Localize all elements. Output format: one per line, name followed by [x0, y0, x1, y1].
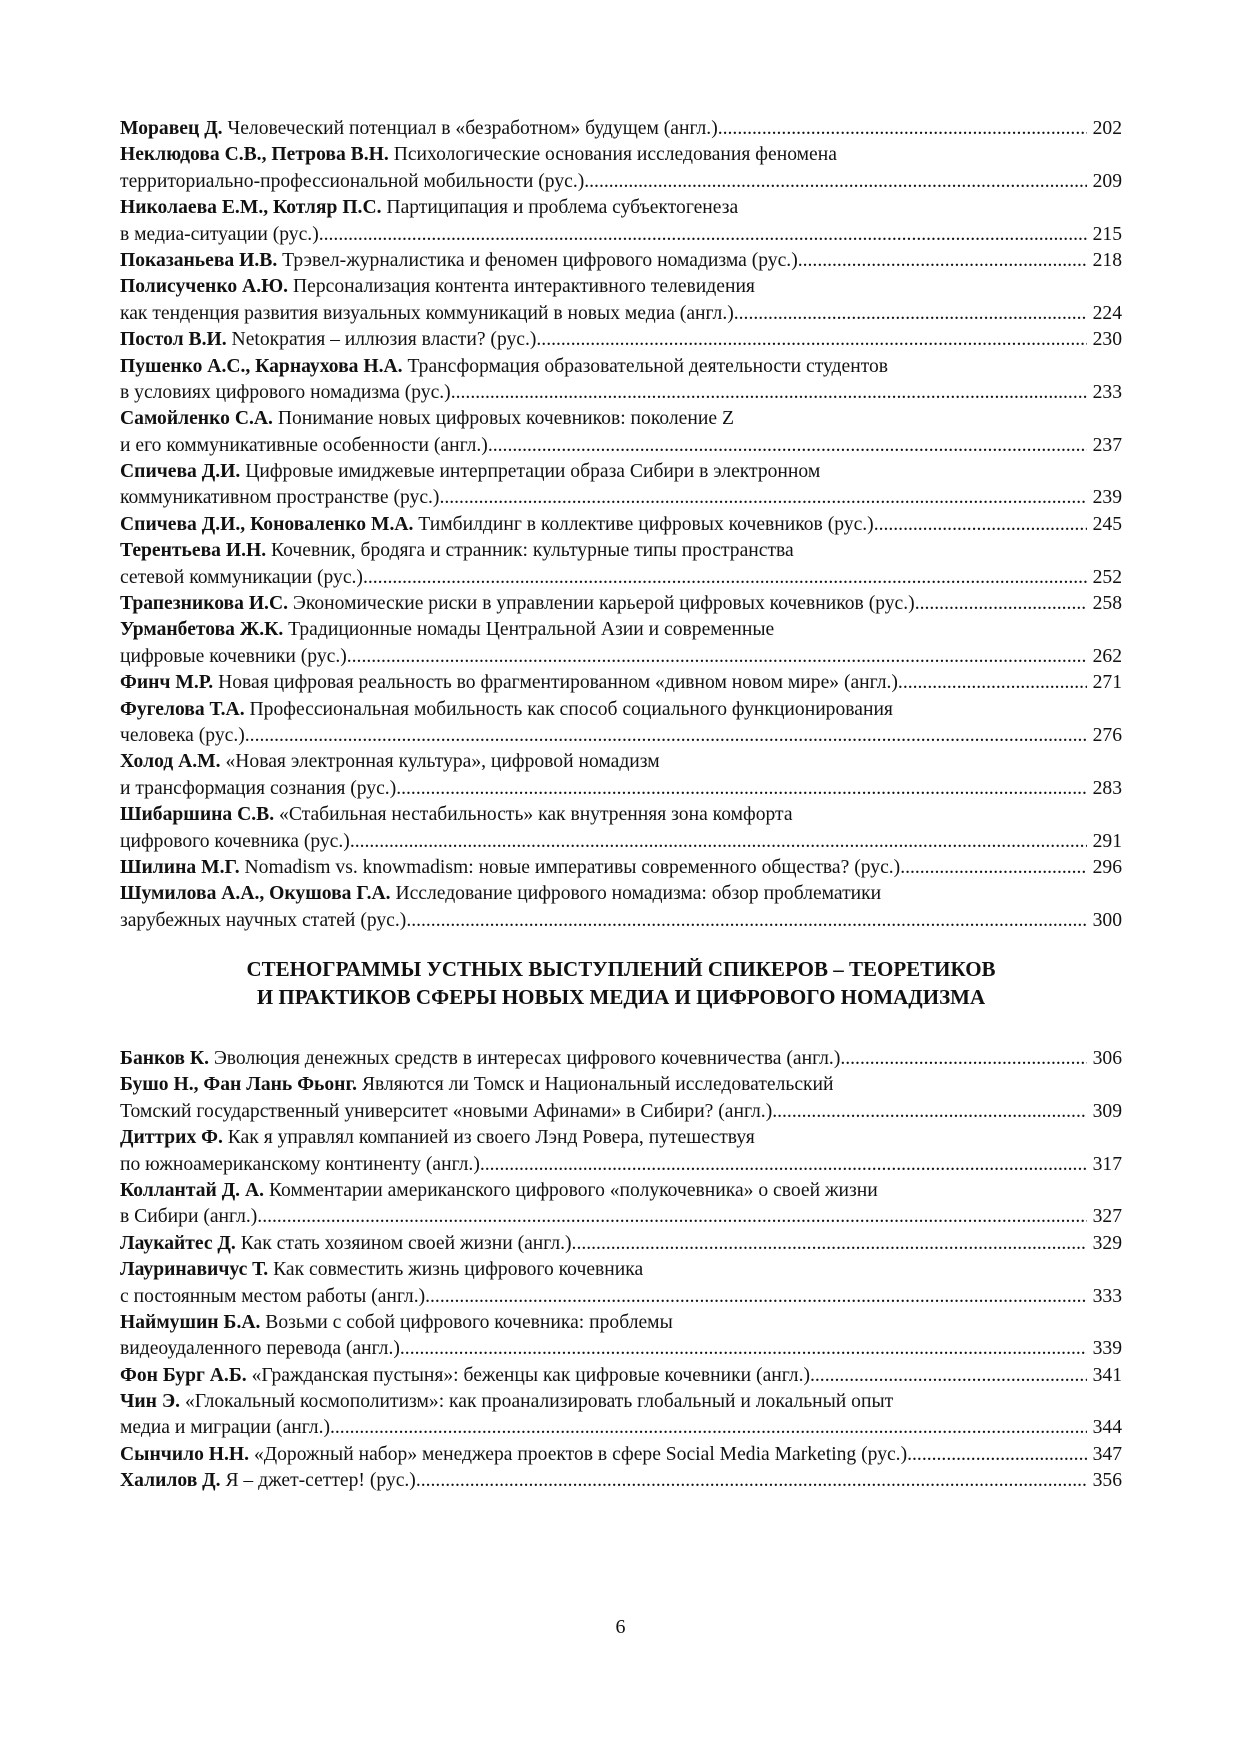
toc-dot-leader: [734, 301, 1087, 327]
toc-entry: [120, 855, 1122, 881]
toc-entry-title: Человеческий потенциал в «безработном» будущем (англ.): [227, 118, 718, 139]
toc-entry-line: [120, 644, 1122, 670]
toc-entry-line: [120, 538, 1122, 564]
toc-entry-line: [120, 1257, 1122, 1283]
toc-entry-title-continued: Томский государственный университет «новыми Афинами» в Сибири? (англ.): [120, 1100, 773, 1122]
toc-entry-page: 339: [1092, 1338, 1122, 1360]
toc-entry-page: 317: [1092, 1153, 1122, 1175]
toc-entry: [120, 749, 1122, 802]
toc-entry: [120, 1363, 1122, 1389]
toc-entry-page: 291: [1092, 830, 1122, 852]
toc-entry-title: «Глокальный космополитизм»: как проанализировать глобальный и локальный опыт: [184, 1391, 894, 1413]
toc-dot-leader: [425, 1284, 1086, 1310]
toc-entry: [120, 116, 1122, 142]
toc-entry-page: 300: [1092, 909, 1122, 931]
toc-dot-leader: [898, 670, 1087, 696]
toc-entry-line: [120, 1336, 1122, 1362]
toc-entry-title-continued: территориально-профессиональной мобильности (рус.): [120, 170, 585, 192]
toc-entry: [120, 459, 1122, 512]
toc-entry-author: Холод А.М.: [120, 751, 221, 773]
toc-dot-leader: [400, 1336, 1087, 1362]
toc-entry-title: Кочевник, бродяга и странник: культурные типы пространства: [271, 540, 794, 562]
toc-entry-author: Бушо Н., Фан Лань Фьонг.: [120, 1074, 358, 1096]
toc-entry-author: Наймушин Б.А.: [120, 1311, 261, 1333]
toc-list-articles: [120, 116, 1122, 934]
toc-entry-title-continued: в условиях цифрового номадизма (рус.): [120, 381, 451, 403]
toc-entry-line: [120, 222, 1122, 248]
toc-entry-text: [120, 116, 718, 142]
toc-entry: [120, 1442, 1122, 1468]
toc-entry-text: [120, 1231, 572, 1257]
toc-entry-page: 306: [1092, 1048, 1122, 1069]
toc-entry-page: 327: [1092, 1206, 1122, 1228]
toc-entry-title: «Стабильная нестабильность» как внутренняя зона комфорта: [279, 804, 793, 826]
toc-entry: [120, 1046, 1122, 1072]
toc-dot-leader: [350, 829, 1087, 855]
toc-entry-author: Шибаршина С.В.: [120, 804, 275, 826]
toc-dot-leader: [900, 855, 1086, 881]
toc-entry-author: Банков К.: [120, 1048, 209, 1069]
toc-dot-leader: [798, 248, 1087, 274]
toc-entry-page: 239: [1092, 487, 1122, 509]
toc-entry-text: [120, 1046, 840, 1072]
toc-entry-title-continued: медиа и миграции (англ.): [120, 1417, 330, 1439]
toc-entry: [120, 406, 1122, 459]
toc-entry-author: Шумилова А.А., Окушова Г.А.: [120, 883, 391, 905]
toc-entry-line: [120, 354, 1122, 380]
toc-entry-text: [120, 1363, 810, 1389]
toc-entry-title: Комментарии американского цифрового «полукочевника» о своей жизни: [268, 1179, 878, 1201]
toc-dot-leader: [840, 1046, 1086, 1072]
toc-entry-author: Спичева Д.И.: [120, 461, 241, 483]
toc-entry-line: [120, 908, 1122, 934]
toc-entry-line: [120, 723, 1122, 749]
toc-entry-text: [120, 1442, 907, 1468]
toc-entry-title: Возьми с собой цифрового кочевника: проблемы: [265, 1311, 673, 1333]
toc-entry-line: [120, 301, 1122, 327]
toc-entry-title-continued: и трансформация сознания (рус.): [120, 777, 397, 799]
toc-dot-leader: [488, 433, 1087, 459]
toc-entry-author: Урманбетова Ж.К.: [120, 619, 284, 641]
toc-entry-title-continued: человека (рус.): [120, 724, 245, 746]
section-heading-line-2: И ПРАКТИКОВ СФЕРЫ НОВЫХ МЕДИА И ЦИФРОВОГО НОМАДИЗМА: [256, 985, 986, 1009]
toc-entry-title: Новая цифровая реальность во фрагментированном «дивном новом мире» (англ.): [218, 672, 898, 694]
toc-entry: [120, 617, 1122, 670]
toc-entry-line: [120, 1468, 1122, 1494]
toc-entry-page: 218: [1092, 249, 1122, 271]
toc-dot-leader: [406, 908, 1086, 934]
toc-entry-line: [120, 116, 1122, 142]
toc-entry: [120, 1125, 1122, 1178]
toc-entry-text: [120, 591, 915, 617]
toc-entry-title: Экономические риски в управлении карьерой цифровых кочевников (рус.): [292, 593, 915, 615]
toc-entry: [120, 274, 1122, 327]
toc-entry-line: [120, 1099, 1122, 1125]
toc-entry-page: 356: [1092, 1470, 1122, 1492]
toc-entry-line: [120, 1284, 1122, 1310]
toc-entry-text: [120, 855, 900, 881]
toc-entry-line: [120, 327, 1122, 353]
toc-entry-line: [120, 565, 1122, 591]
toc-entry-page: 224: [1092, 302, 1122, 324]
toc-entry-text: [120, 512, 874, 538]
toc-entry-page: 341: [1092, 1364, 1122, 1386]
toc-dot-leader: [810, 1363, 1087, 1389]
toc-dot-leader: [451, 380, 1087, 406]
toc-dot-leader: [915, 591, 1087, 617]
toc-entry-line: [120, 485, 1122, 511]
toc-entry-title: Понимание новых цифровых кочевников: поколение Z: [277, 408, 734, 430]
toc-entry-title: Как я управлял компанией из своего Лэнд Ровера, путешествуя: [227, 1127, 755, 1149]
toc-entry-page: 276: [1092, 724, 1122, 746]
toc-entry-page: 333: [1092, 1285, 1122, 1307]
toc-entry: [120, 512, 1122, 538]
toc-entry-page: 309: [1092, 1100, 1122, 1122]
toc-entry-title-continued: в медиа-ситуации (рус.): [120, 223, 319, 245]
toc-entry-author: Диттрих Ф.: [120, 1127, 223, 1149]
toc-entry-author: Чин Э.: [120, 1391, 181, 1413]
toc-entry-page: 271: [1092, 672, 1122, 694]
toc-entry-title-continued: зарубежных научных статей (рус.): [120, 909, 407, 931]
toc-entry-line: [120, 248, 1122, 274]
toc-entry-title: «Дорожный набор» менеджера проектов в сфере Social Media Marketing (рус.): [253, 1443, 908, 1465]
toc-entry-title: Цифровые имиджевые интерпретации образа Сибири в электронном: [245, 461, 821, 483]
toc-entry-line: [120, 1152, 1122, 1178]
toc-list-transcripts: [120, 1046, 1122, 1495]
toc-entry-line: [120, 670, 1122, 696]
toc-entry-author: Коллантай Д. А.: [120, 1179, 265, 1201]
toc-entry-line: [120, 512, 1122, 538]
toc-entry: [120, 802, 1122, 855]
toc-entry-title: Традиционные номады Центральной Азии и современные: [288, 619, 775, 641]
toc-entry-author: Николаева Е.М., Котляр П.С.: [120, 197, 382, 219]
toc-entry-title: Тимбилдинг в коллективе цифровых кочевников (рус.): [418, 513, 874, 535]
toc-entry-author: Пушенко А.С., Карнаухова Н.А.: [120, 355, 403, 377]
toc-entry-author: Сынчило Н.Н.: [120, 1443, 250, 1465]
toc-entry-title: Партиципация и проблема субъектогенеза: [386, 197, 739, 219]
toc-entry-title: Эволюция денежных средств в интересах цифрового кочевничества (англ.): [213, 1048, 841, 1069]
toc-entry-page: 258: [1092, 593, 1122, 615]
toc-dot-leader: [772, 1099, 1086, 1125]
toc-entry-title: Трансформация образовательной деятельности студентов: [407, 355, 889, 377]
toc-entry-line: [120, 195, 1122, 221]
toc-entry-title-continued: с постоянным местом работы (англ.): [120, 1285, 426, 1307]
toc-entry: [120, 1310, 1122, 1363]
toc-entry-author: Халилов Д.: [120, 1470, 221, 1492]
toc-entry-author: Финч М.Р.: [120, 672, 214, 694]
toc-entry-title: Я – джет-сеттер! (рус.): [225, 1470, 416, 1492]
toc-entry-page: 347: [1092, 1443, 1122, 1465]
toc-entry-page: 252: [1092, 566, 1122, 588]
toc-entry-title: Психологические основания исследования феномена: [393, 144, 837, 166]
toc-entry-page: 296: [1092, 856, 1122, 878]
toc-entry-line: [120, 829, 1122, 855]
toc-entry-line: [120, 591, 1122, 617]
toc-dot-leader: [245, 723, 1087, 749]
toc-entry-title-continued: по южноамериканскому континенту (англ.): [120, 1153, 480, 1175]
toc-entry-title-continued: цифрового кочевника (рус.): [120, 830, 350, 852]
toc-entry-author: Неклюдова С.В., Петрова В.Н.: [120, 144, 389, 166]
toc-entry: [120, 538, 1122, 591]
toc-entry-page: 329: [1092, 1232, 1122, 1254]
toc-dot-leader: [907, 1442, 1086, 1468]
toc-entry-author: Постол В.И.: [120, 329, 227, 351]
toc-entry-title-continued: коммуникативном пространстве (рус.): [120, 487, 440, 509]
toc-entry-line: [120, 1046, 1122, 1072]
toc-entry-page: 344: [1092, 1417, 1122, 1439]
toc-entry-line: [120, 617, 1122, 643]
toc-entry-title-continued: как тенденция развития визуальных коммуникаций в новых медиа (англ.): [120, 302, 734, 324]
toc-entry-title: Персонализация контента интерактивного телевидения: [292, 276, 755, 298]
toc-entry-page: 262: [1092, 645, 1122, 667]
toc-entry-line: [120, 1231, 1122, 1257]
toc-dot-leader: [536, 327, 1086, 353]
toc-entry-page: 215: [1092, 223, 1122, 245]
toc-entry: [120, 248, 1122, 274]
toc-entry-title-continued: в Сибири (англ.): [120, 1206, 258, 1228]
toc-entry-page: 230: [1092, 329, 1122, 351]
toc-entry-author: Полисученко А.Ю.: [120, 276, 289, 298]
toc-entry-title-continued: видеоудаленного перевода (англ.): [120, 1338, 400, 1360]
toc-entry-text: [120, 327, 536, 353]
toc-entry-author: Трапезникова И.С.: [120, 593, 289, 615]
toc-entry-author: Лауринавичус Т.: [120, 1259, 269, 1281]
toc-entry: [120, 354, 1122, 407]
toc-entry-line: [120, 1310, 1122, 1336]
toc-entry-page: 233: [1092, 381, 1122, 403]
toc-entry-title-continued: сетевой коммуникации (рус.): [120, 566, 363, 588]
toc-entry-title: «Новая электронная культура», цифровой номадизм: [225, 751, 660, 773]
toc-dot-leader: [572, 1231, 1087, 1257]
toc-entry: [120, 195, 1122, 248]
toc-entry: [120, 1072, 1122, 1125]
toc-entry: [120, 881, 1122, 934]
toc-entry-line: [120, 433, 1122, 459]
toc-entry-line: [120, 1389, 1122, 1415]
toc-dot-leader: [257, 1204, 1086, 1230]
toc-entry-author: Фугелова Т.А.: [120, 698, 245, 720]
toc-entry: [120, 327, 1122, 353]
toc-entry-line: [120, 802, 1122, 828]
toc-entry-line: [120, 169, 1122, 195]
toc-entry-author: Показаньева И.В.: [120, 249, 278, 271]
toc-entry: [120, 1468, 1122, 1494]
toc-entry-text: [120, 248, 798, 274]
toc-entry: [120, 670, 1122, 696]
toc-dot-leader: [330, 1415, 1087, 1441]
toc-entry-line: [120, 1072, 1122, 1098]
toc-entry-line: [120, 406, 1122, 432]
toc-dot-leader: [718, 116, 1087, 142]
page-number: 6: [615, 1616, 626, 1638]
toc-entry-page: 209: [1092, 170, 1122, 192]
toc-entry-title: Nomadism vs. knowmadism: новые императивы современного общества? (рус.): [244, 856, 901, 878]
toc-entry-line: [120, 776, 1122, 802]
toc-entry-title-continued: цифровые кочевники (рус.): [120, 645, 347, 667]
toc-entry-line: [120, 1415, 1122, 1441]
toc-entry-title: Как совместить жизнь цифрового кочевника: [273, 1259, 644, 1281]
toc-entry-author: Фон Бург А.Б.: [120, 1364, 247, 1386]
toc-entry-author: Моравец Д.: [120, 118, 223, 139]
toc-dot-leader: [480, 1152, 1087, 1178]
toc-entry-text: [120, 1468, 416, 1494]
toc-entry-title: Netoкратия – иллюзия власти? (рус.): [231, 329, 537, 351]
toc-entry-page: 237: [1092, 434, 1122, 456]
toc-entry-line: [120, 1204, 1122, 1230]
section-heading-line-1: СТЕНОГРАММЫ УСТНЫХ ВЫСТУПЛЕНИЙ СПИКЕРОВ – ТЕОРЕТИКОВ: [246, 957, 996, 981]
toc-entry-line: [120, 1363, 1122, 1389]
toc-entry-author: Спичева Д.И., Коноваленко М.А.: [120, 513, 414, 535]
toc-entry-author: Лаукайтес Д.: [120, 1232, 236, 1254]
toc-entry-line: [120, 881, 1122, 907]
toc-entry-title: «Гражданская пустыня»: беженцы как цифровые кочевники (англ.): [251, 1364, 810, 1386]
toc-entry-title: Как стать хозяином своей жизни (англ.): [240, 1232, 572, 1254]
toc-dot-leader: [347, 644, 1087, 670]
toc-entry-line: [120, 1178, 1122, 1204]
toc-entry: [120, 1178, 1122, 1231]
toc-entry-title: Профессиональная мобильность как способ социального функционирования: [249, 698, 893, 720]
toc-entry: [120, 142, 1122, 195]
toc-entry-title: Являются ли Томск и Национальный исследовательский: [361, 1074, 834, 1096]
toc-dot-leader: [874, 512, 1087, 538]
toc-entry-line: [120, 142, 1122, 168]
toc-entry-line: [120, 1125, 1122, 1151]
toc-dot-leader: [319, 222, 1087, 248]
toc-entry: [120, 697, 1122, 750]
toc-entry-line: [120, 697, 1122, 723]
toc-entry-author: Терентьева И.Н.: [120, 540, 267, 562]
toc-entry-line: [120, 459, 1122, 485]
toc-dot-leader: [396, 776, 1086, 802]
toc-entry-title: Трэвел-журналистика и феномен цифрового номадизма (рус.): [282, 249, 798, 271]
toc-entry: [120, 1389, 1122, 1442]
toc-entry-page: 283: [1092, 777, 1122, 799]
toc-entry-line: [120, 274, 1122, 300]
toc-entry-line: [120, 855, 1122, 881]
toc-dot-leader: [584, 169, 1086, 195]
toc-entry-line: [120, 1442, 1122, 1468]
toc-dot-leader: [363, 565, 1087, 591]
toc-entry: [120, 1257, 1122, 1310]
toc-dot-leader: [439, 485, 1086, 511]
toc-entry-author: Шилина М.Г.: [120, 856, 240, 878]
toc-entry-page: 245: [1092, 513, 1122, 535]
toc-entry-text: [120, 670, 898, 696]
toc-entry-line: [120, 380, 1122, 406]
toc-entry-line: [120, 749, 1122, 775]
toc-dot-leader: [416, 1468, 1087, 1494]
toc-entry-title: Исследование цифрового номадизма: обзор проблематики: [395, 883, 882, 905]
toc-entry-page: 202: [1092, 118, 1122, 139]
toc-entry-author: Самойленко С.А.: [120, 408, 273, 430]
toc-entry-title-continued: и его коммуникативные особенности (англ.): [120, 434, 488, 456]
toc-entry: [120, 591, 1122, 617]
section-heading: [120, 955, 1122, 1011]
toc-entry: [120, 1231, 1122, 1257]
